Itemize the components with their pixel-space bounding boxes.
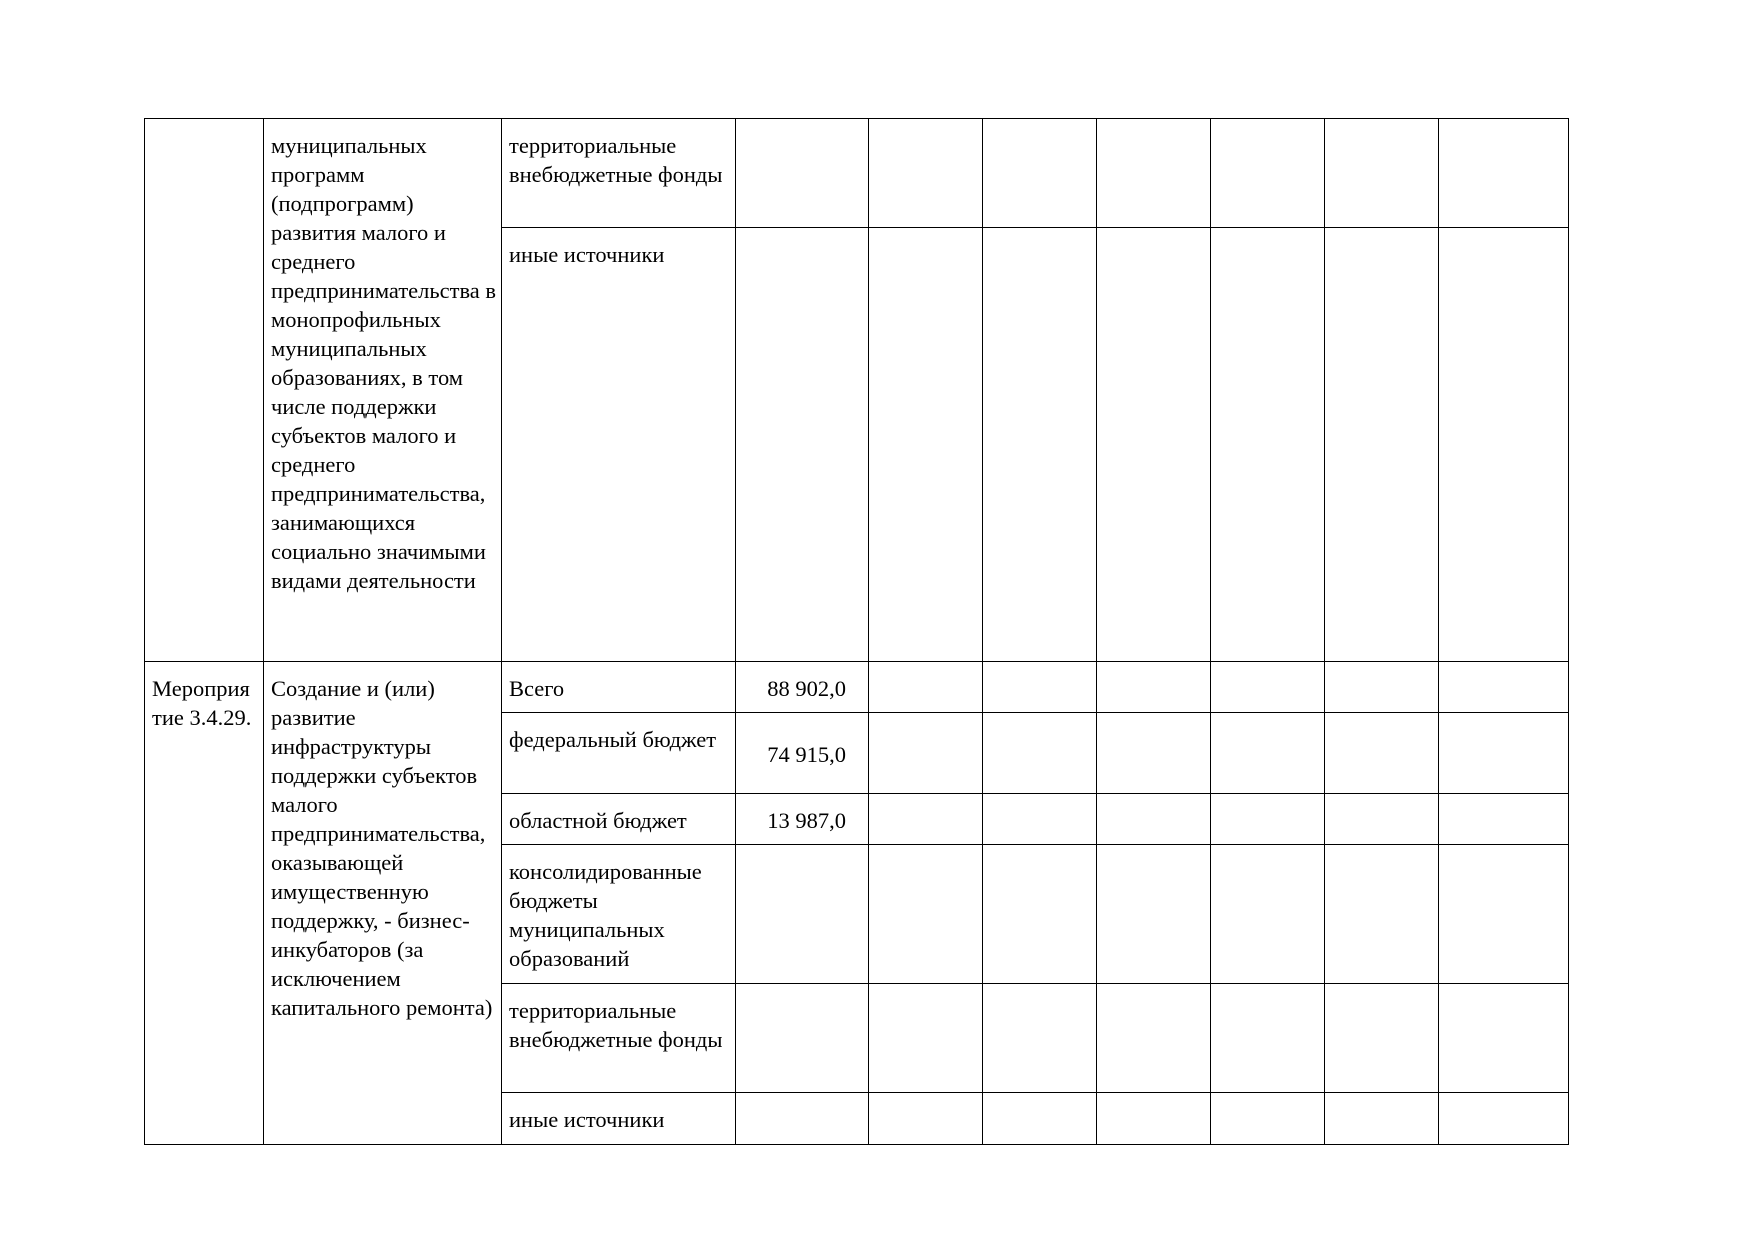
empty-cell bbox=[983, 845, 1097, 984]
empty-cell bbox=[869, 845, 983, 984]
table-row bbox=[145, 119, 1569, 228]
funding-source-cell: федеральный бюджет bbox=[502, 713, 736, 794]
funding-source-cell: областной бюджет bbox=[502, 794, 736, 845]
empty-cell bbox=[1097, 1093, 1211, 1145]
empty-cell bbox=[1439, 713, 1569, 794]
empty-cell bbox=[1211, 1093, 1325, 1145]
empty-cell bbox=[1211, 713, 1325, 794]
amount-cell bbox=[736, 984, 869, 1093]
amount-cell: 13 987,0 bbox=[736, 794, 869, 845]
funding-source-cell: иные источники bbox=[502, 1093, 736, 1145]
empty-cell bbox=[983, 228, 1097, 662]
empty-cell bbox=[983, 713, 1097, 794]
amount-cell: 74 915,0 bbox=[736, 713, 869, 794]
empty-cell bbox=[869, 1093, 983, 1145]
empty-cell bbox=[1439, 1093, 1569, 1145]
amount-cell bbox=[736, 228, 869, 662]
empty-cell bbox=[983, 1093, 1097, 1145]
empty-cell bbox=[1325, 713, 1439, 794]
empty-cell bbox=[869, 794, 983, 845]
measure-description-cell: Создание и (или) развитие инфраструктуры поддержки субъектов малого предпринимательства, оказывающей имущественную поддержку, - бизнес-инкубаторов (за исключением капитального ремонта) bbox=[264, 662, 502, 1145]
empty-cell bbox=[1211, 662, 1325, 713]
empty-cell bbox=[983, 662, 1097, 713]
empty-cell bbox=[1325, 662, 1439, 713]
measure-id-cell: Мероприятие 3.4.29. bbox=[145, 662, 264, 1145]
empty-cell bbox=[869, 228, 983, 662]
funding-source-cell: Всего bbox=[502, 662, 736, 713]
empty-cell bbox=[869, 713, 983, 794]
empty-cell bbox=[1325, 228, 1439, 662]
empty-cell bbox=[1439, 228, 1569, 662]
empty-cell bbox=[1211, 794, 1325, 845]
funding-source-cell: консолидированные бюджеты муниципальных образований bbox=[502, 845, 736, 984]
empty-cell bbox=[1325, 984, 1439, 1093]
empty-cell bbox=[1325, 845, 1439, 984]
empty-cell bbox=[1097, 713, 1211, 794]
empty-cell bbox=[1325, 119, 1439, 228]
empty-cell bbox=[1097, 662, 1211, 713]
empty-cell bbox=[1439, 845, 1569, 984]
empty-cell bbox=[1211, 228, 1325, 662]
empty-cell bbox=[1097, 984, 1211, 1093]
empty-cell bbox=[869, 662, 983, 713]
amount-cell: 88 902,0 bbox=[736, 662, 869, 713]
amount-cell bbox=[736, 119, 869, 228]
empty-cell bbox=[1097, 794, 1211, 845]
empty-cell bbox=[1211, 984, 1325, 1093]
empty-cell bbox=[1097, 228, 1211, 662]
empty-cell bbox=[869, 119, 983, 228]
empty-cell bbox=[869, 984, 983, 1093]
empty-cell bbox=[1211, 119, 1325, 228]
budget-table bbox=[144, 118, 1569, 1145]
funding-source-cell: территориальные внебюджетные фонды bbox=[502, 119, 736, 228]
amount-cell bbox=[736, 1093, 869, 1145]
empty-cell bbox=[1439, 794, 1569, 845]
empty-cell bbox=[1439, 662, 1569, 713]
empty-cell bbox=[1325, 794, 1439, 845]
funding-source-cell: территориальные внебюджетные фонды bbox=[502, 984, 736, 1093]
empty-cell bbox=[983, 119, 1097, 228]
empty-cell bbox=[983, 794, 1097, 845]
funding-source-cell: иные источники bbox=[502, 228, 736, 662]
empty-cell bbox=[1097, 119, 1211, 228]
measure-id-cell bbox=[145, 119, 264, 662]
amount-cell bbox=[736, 845, 869, 984]
empty-cell bbox=[1097, 845, 1211, 984]
empty-cell bbox=[1439, 984, 1569, 1093]
table-row bbox=[145, 662, 1569, 713]
empty-cell bbox=[1439, 119, 1569, 228]
empty-cell bbox=[1211, 845, 1325, 984]
empty-cell bbox=[983, 984, 1097, 1093]
measure-description-cell: муниципальных программ (подпрограмм) развития малого и среднего предпринимательства в монопрофильных муниципальных образованиях, в том числе поддержки субъектов малого и среднего предпринимательства, занимающихся социально значимыми видами деятельности bbox=[264, 119, 502, 662]
empty-cell bbox=[1325, 1093, 1439, 1145]
